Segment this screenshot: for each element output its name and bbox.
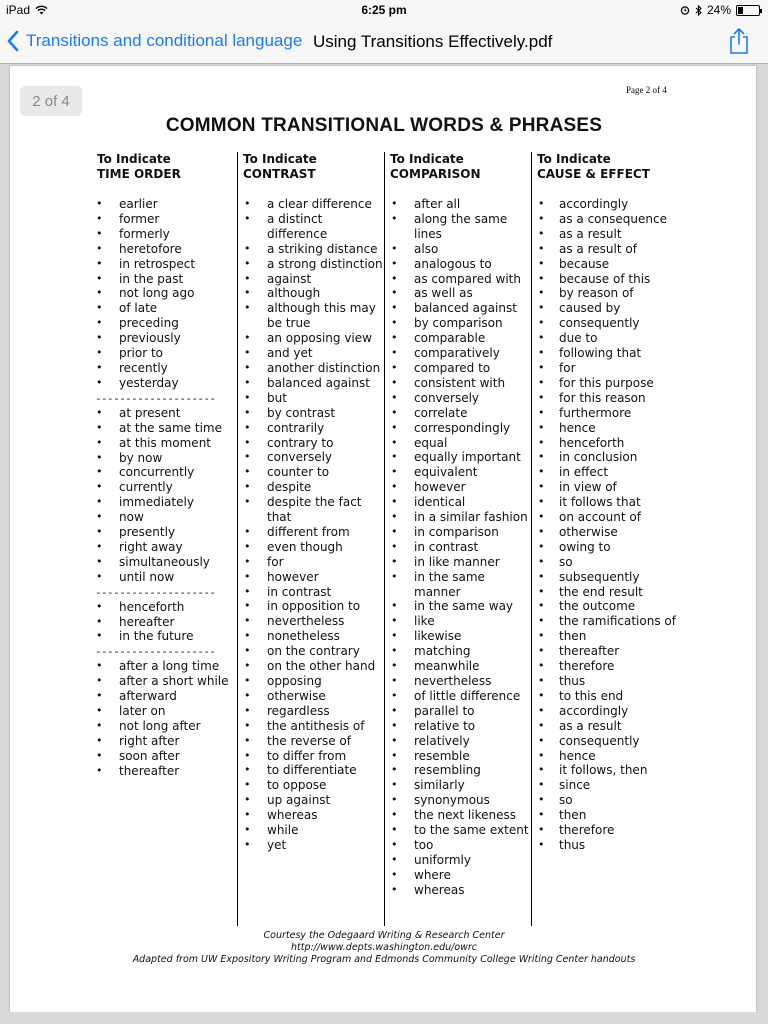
column-cause-effect [531, 152, 683, 926]
list-item: • nevertheless [385, 674, 532, 689]
list-item: • equally important [385, 450, 532, 465]
list-item: • prior to [93, 346, 239, 361]
list-item: • the reverse of [238, 734, 385, 749]
list-item: • even though [238, 540, 385, 555]
column-time-order [93, 152, 239, 926]
list-item: • despite [238, 480, 385, 495]
list-item: • a strong distinction [238, 257, 385, 272]
list-item: • against [238, 272, 385, 287]
list-item: • following that [532, 346, 683, 361]
list-item: • counter to [238, 465, 385, 480]
list-item: • conversely [385, 391, 532, 406]
list-item: • hence [532, 749, 683, 764]
list-item: • hence [532, 421, 683, 436]
list-item: • earlier [93, 197, 239, 212]
page-indicator[interactable]: 2 of 4 [20, 86, 82, 116]
list-item: • to the same extent [385, 823, 532, 838]
list-item: • a distinct difference [238, 212, 385, 242]
list-item: • comparatively [385, 346, 532, 361]
list-item: • in effect [532, 465, 683, 480]
list-item: • nevertheless [238, 614, 385, 629]
battery-percent: 24% [706, 3, 731, 17]
list-item: • despite the fact that [238, 495, 385, 525]
list-item: • regardless [238, 704, 385, 719]
list-item: • the end result [532, 585, 683, 600]
list-item: • hereafter [93, 615, 239, 630]
list-item: • in the same way [385, 599, 532, 614]
list-item: • caused by [532, 301, 683, 316]
list-item: • of late [93, 301, 239, 316]
list-item: • correspondingly [385, 421, 532, 436]
list-item: • by comparison [385, 316, 532, 331]
list-item: • furthermore [532, 406, 683, 421]
separator: -------------------- [95, 391, 216, 405]
list-item: • henceforth [93, 600, 239, 615]
column-header [385, 152, 532, 182]
list-item: • for this purpose [532, 376, 683, 391]
list-item: • too [385, 838, 532, 853]
separator: -------------------- [95, 585, 216, 599]
list-item: • in the same manner [385, 570, 532, 600]
list-item: • compared to [385, 361, 532, 376]
list-item: • on the other hand [238, 659, 385, 674]
list-item: • thereafter [532, 644, 683, 659]
list-item: • uniformly [385, 853, 532, 868]
list-item: • as compared with [385, 272, 532, 287]
list-item: • heretofore [93, 242, 239, 257]
list-item: • accordingly [532, 197, 683, 212]
word-list [93, 197, 239, 391]
list-item: • in view of [532, 480, 683, 495]
list-item: • and yet [238, 346, 385, 361]
list-item: • to differ from [238, 749, 385, 764]
list-item: • opposing [238, 674, 385, 689]
battery-fill [738, 7, 743, 14]
list-item: • but [238, 391, 385, 406]
list-item: • resembling [385, 763, 532, 778]
list-item: • recently [93, 361, 239, 376]
list-item: • in opposition to [238, 599, 385, 614]
word-list [532, 197, 683, 853]
list-item: • in retrospect [93, 257, 239, 272]
list-item: • until now [93, 570, 239, 585]
column-header-line2: COMPARISON [390, 167, 481, 181]
list-item: • thus [532, 674, 683, 689]
list-item: • in the future [93, 629, 239, 644]
list-item: • therefore [532, 659, 683, 674]
list-item: • then [532, 629, 683, 644]
list-item: • consequently [532, 316, 683, 331]
list-item: • equivalent [385, 465, 532, 480]
list-item: • to differentiate [238, 763, 385, 778]
back-button-label: Transitions and conditional language [26, 31, 303, 50]
list-item: • after a short while [93, 674, 239, 689]
list-item: • matching [385, 644, 532, 659]
list-item: • presently [93, 525, 239, 540]
list-item: • thus [532, 838, 683, 853]
column-contrast [237, 152, 385, 926]
status-bar [0, 0, 768, 20]
page-heading: COMMON TRANSITIONAL WORDS & PHRASES [165, 115, 603, 136]
word-list [385, 197, 532, 898]
list-item: • a clear difference [238, 197, 385, 212]
list-item: • consequently [532, 734, 683, 749]
list-item: • as a consequence [532, 212, 683, 227]
separator: -------------------- [95, 645, 216, 659]
list-item: • soon after [93, 749, 239, 764]
list-item: • as well as [385, 286, 532, 301]
column-header [238, 152, 385, 182]
list-item: • then [532, 808, 683, 823]
list-item: • nonetheless [238, 629, 385, 644]
list-item: • synonymous [385, 793, 532, 808]
list-item: • similarly [385, 778, 532, 793]
document-title: Using Transitions Effectively.pdf [313, 32, 553, 51]
list-item: • like [385, 614, 532, 629]
list-item: • concurrently [93, 465, 239, 480]
list-item: • so [532, 793, 683, 808]
column-header-line1: To Indicate [390, 152, 464, 166]
list-item: • not long ago [93, 286, 239, 301]
footer-url: http://www.depts.washington.edu/owrc [290, 942, 478, 953]
list-item: • of little difference [385, 689, 532, 704]
word-list [93, 406, 239, 585]
list-item: • parallel to [385, 704, 532, 719]
list-item: • formerly [93, 227, 239, 242]
list-item: • along the same lines [385, 212, 532, 242]
column-comparison [384, 152, 532, 926]
list-item: • relatively [385, 734, 532, 749]
page-footer [0, 930, 768, 966]
list-item: • therefore [532, 823, 683, 838]
list-item: • as a result [532, 719, 683, 734]
list-item: • former [93, 212, 239, 227]
share-icon[interactable] [728, 27, 750, 55]
status-time: 6:25 pm [361, 3, 407, 17]
list-item: • for [238, 555, 385, 570]
list-item: • comparable [385, 331, 532, 346]
list-item: • preceding [93, 316, 239, 331]
column-header-line2: CAUSE & EFFECT [537, 167, 650, 181]
list-item: • in like manner [385, 555, 532, 570]
list-item: • because [532, 257, 683, 272]
list-item: • otherwise [532, 525, 683, 540]
list-item: • equal [385, 436, 532, 451]
list-item: • on the contrary [238, 644, 385, 659]
list-item: • an opposing view [238, 331, 385, 346]
word-list [93, 600, 239, 645]
list-item: • currently [93, 480, 239, 495]
list-item: • the next likeness [385, 808, 532, 823]
list-item: • by reason of [532, 286, 683, 301]
list-item: • however [238, 570, 385, 585]
list-item: • in comparison [385, 525, 532, 540]
list-item: • after a long time [93, 659, 239, 674]
footer-credit: Adapted from UW Expository Writing Program and Edmonds Community College Writing Center handouts [132, 954, 636, 965]
list-item: • thereafter [93, 764, 239, 779]
list-item: • because of this [532, 272, 683, 287]
list-item: • now [93, 510, 239, 525]
list-item: • to this end [532, 689, 683, 704]
list-item: • different from [238, 525, 385, 540]
list-item: • balanced against [385, 301, 532, 316]
list-item: • another distinction [238, 361, 385, 376]
list-item: • subsequently [532, 570, 683, 585]
list-item: • conversely [238, 450, 385, 465]
list-item: • afterward [93, 689, 239, 704]
list-item: • in contrast [385, 540, 532, 555]
column-header-line1: To Indicate [97, 152, 171, 166]
list-item: • on account of [532, 510, 683, 525]
list-item: • to oppose [238, 778, 385, 793]
list-item: • after all [385, 197, 532, 212]
list-item: • whereas [238, 808, 385, 823]
page-number: Page 2 of 4 [626, 85, 667, 95]
list-item: • the outcome [532, 599, 683, 614]
word-list [93, 659, 239, 778]
word-columns [93, 152, 683, 926]
list-item: • yet [238, 838, 385, 853]
list-item: • the antithesis of [238, 719, 385, 734]
list-item: • otherwise [238, 689, 385, 704]
list-item: • relative to [385, 719, 532, 734]
list-item: • up against [238, 793, 385, 808]
page-gap [0, 1012, 768, 1024]
list-item: • at this moment [93, 436, 239, 451]
column-header-line2: TIME ORDER [97, 167, 181, 181]
list-item: • it follows, then [532, 763, 683, 778]
column-header [532, 152, 683, 182]
list-item: • it follows that [532, 495, 683, 510]
list-item: • contrarily [238, 421, 385, 436]
list-item: • although [238, 286, 385, 301]
list-item: • at present [93, 406, 239, 421]
list-item: • right after [93, 734, 239, 749]
list-item: • whereas [385, 883, 532, 898]
list-item: • for [532, 361, 683, 376]
word-list [238, 197, 385, 853]
list-item: • due to [532, 331, 683, 346]
list-item: • where [385, 868, 532, 883]
list-item: • owing to [532, 540, 683, 555]
list-item: • simultaneously [93, 555, 239, 570]
list-item: • likewise [385, 629, 532, 644]
list-item: • previously [93, 331, 239, 346]
list-item: • accordingly [532, 704, 683, 719]
footer-courtesy: Courtesy the Odegaard Writing & Research Center [263, 930, 505, 941]
list-item: • for this reason [532, 391, 683, 406]
list-item: • as a result [532, 227, 683, 242]
list-item: • right away [93, 540, 239, 555]
list-item: • balanced against [238, 376, 385, 391]
device-label: iPad [6, 3, 31, 17]
list-item: • correlate [385, 406, 532, 421]
list-item: • in a similar fashion [385, 510, 532, 525]
list-item: • meanwhile [385, 659, 532, 674]
list-item: • as a result of [532, 242, 683, 257]
list-item: • later on [93, 704, 239, 719]
column-body [93, 197, 239, 779]
battery-icon [736, 5, 760, 16]
column-header-line2: CONTRAST [243, 167, 316, 181]
list-item: • while [238, 823, 385, 838]
chevron-left-icon [6, 30, 20, 52]
list-item: • at the same time [93, 421, 239, 436]
navigation-bar [0, 20, 768, 64]
status-right [680, 3, 760, 17]
list-item: • so [532, 555, 683, 570]
list-item: • consistent with [385, 376, 532, 391]
list-item: • contrary to [238, 436, 385, 451]
column-header-line1: To Indicate [537, 152, 611, 166]
list-item: • resemble [385, 749, 532, 764]
list-item: • analogous to [385, 257, 532, 272]
bluetooth-icon [695, 5, 702, 16]
list-item: • yesterday [93, 376, 239, 391]
back-button[interactable] [6, 30, 302, 52]
list-item: • however [385, 480, 532, 495]
list-item: • by now [93, 451, 239, 466]
column-header-line1: To Indicate [243, 152, 317, 166]
list-item: • a striking distance [238, 242, 385, 257]
list-item: • although this may be true [238, 301, 385, 331]
list-item: • immediately [93, 495, 239, 510]
list-item: • also [385, 242, 532, 257]
alarm-icon [680, 5, 690, 15]
list-item: • henceforth [532, 436, 683, 451]
list-item: • not long after [93, 719, 239, 734]
list-item: • in the past [93, 272, 239, 287]
column-header [93, 152, 239, 182]
list-item: • by contrast [238, 406, 385, 421]
list-item: • the ramifications of [532, 614, 683, 629]
list-item: • since [532, 778, 683, 793]
list-item: • identical [385, 495, 532, 510]
list-item: • in contrast [238, 585, 385, 600]
list-item: • in conclusion [532, 450, 683, 465]
